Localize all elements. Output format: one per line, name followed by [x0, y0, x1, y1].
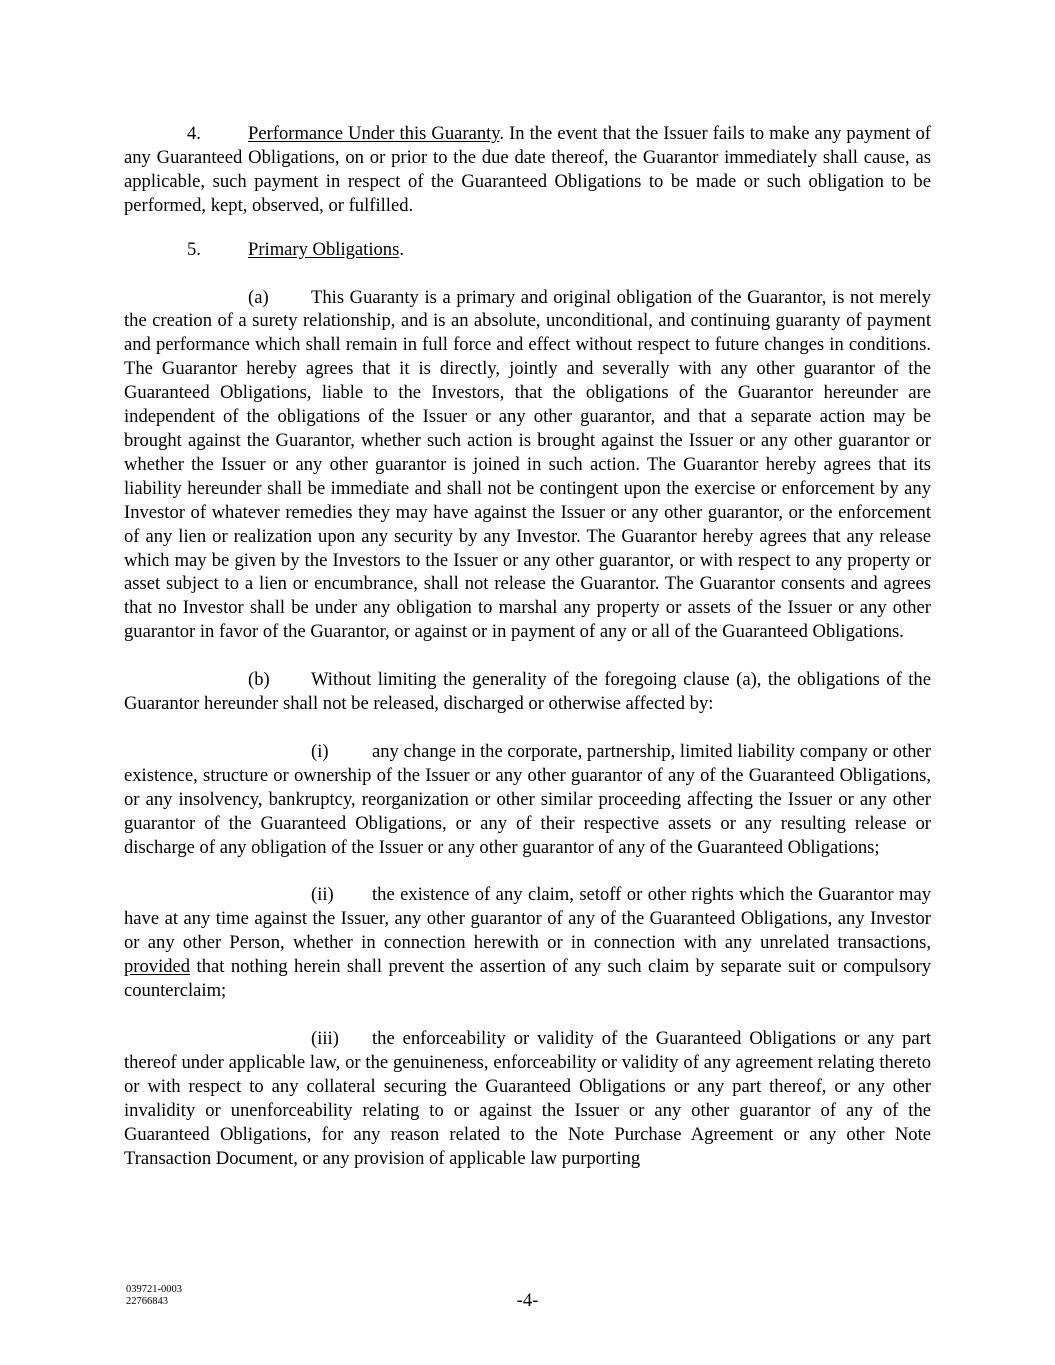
- section-5-heading-suffix: .: [399, 238, 404, 260]
- clause-b-ii-text-before: the existence of any claim, setoff or other rights which the Guarantor may have at any time against the Issuer, any other guarantor of any of the Guaranteed Obligations, any Investor or any other Person, whether in connection herewith or in connection with any unrelated transactions,: [124, 884, 931, 954]
- clause-b-ii-paragraph: [124, 883, 931, 1003]
- clause-a-label: (a): [248, 286, 269, 308]
- clause-a-paragraph: [124, 286, 931, 645]
- clause-b-ii-text-after: that nothing herein shall prevent the assertion of any such claim by separate suit or compulsory counterclaim;: [124, 956, 931, 1002]
- clause-b-iii-text: the enforceability or validity of the Guaranteed Obligations or any part thereof under applicable law, or the genuineness, enforceability or validity of any agreement relating thereto or with respect to any collateral securing the Guaranteed Obligations or any part thereof, or any other invalidity or unenforceability relating to or against the Issuer or any other guarantor of any of the Guaranteed Obligations, for any reason related to the Note Purchase Agreement or any other Note Transaction Document, or any provision of applicable law purporting: [124, 1028, 931, 1169]
- clause-b-i-paragraph: [124, 740, 931, 860]
- section-4-paragraph: [124, 122, 931, 218]
- section-4-heading: Performance Under this Guaranty: [248, 123, 500, 144]
- clause-b-text: Without limiting the generality of the foregoing clause (a), the obligations of the Guarantor hereunder shall not be released, discharged or otherwise affected by:: [124, 669, 931, 715]
- section-4-text: . In the event that the Issuer fails to make any payment of any Guaranteed Obligations, on or prior to the due date thereof, the Guarantor immediately shall cause, as applicable, such payment in respect of the Guaranteed Obligations to be made or such obligation to be performed, kept, observed, or fulfilled.: [124, 123, 931, 216]
- clause-b-label: (b): [248, 669, 270, 691]
- document-body: [124, 122, 931, 1170]
- section-4-number: 4.: [187, 123, 201, 144]
- page-number: -4-: [516, 1290, 539, 1311]
- section-5-heading: Primary Obligations: [248, 238, 400, 260]
- clause-b-paragraph: [124, 668, 931, 716]
- clause-a-text: This Guaranty is a primary and original obligation of the Guarantor, is not merely the creation of a surety relationship, and is an absolute, unconditional, and continuing guaranty of payment and performance which shall remain in full force and effect without respect to future changes in conditions. The Guarantor hereby agrees that it is directly, jointly and severally with any other guarantor of the Guaranteed Obligations, liable to the Investors, that the obligations of the Guarantor hereunder are independent of the obligations of the Issuer or any other guarantor, and that a separate action may be brought against the Guarantor, whether such action is brought against the Issuer or any other guarantor or whether the Issuer or any other guarantor is joined in such action. The Guarantor hereby agrees that its liability hereunder shall be immediate and shall not be contingent upon the exercise or enforcement by any Investor of whatever remedies they may have against the Issuer or any other guarantor, or the enforcement of any lien or realization upon any security by any Investor. The Guarantor hereby agrees that any release which may be given by the Investors to the Issuer or any other guarantor, or with respect to any property or asset subject to a lien or encumbrance, shall not release the Guarantor. The Guarantor consents and agrees that no Investor shall be under any obligation to marshal any property or assets of the Issuer or any other guarantor in favor of the Guarantor, or against or in payment of any or all of the Guaranteed Obligations.: [124, 286, 931, 643]
- clause-b-ii-label: (ii): [311, 884, 334, 906]
- clause-b-i-label: (i): [311, 740, 329, 762]
- footer-doc-number: 22766843: [126, 1296, 168, 1307]
- section-5-number: 5.: [187, 238, 201, 260]
- section-5-heading-line: [124, 238, 931, 262]
- clause-b-iii-paragraph: [124, 1027, 931, 1170]
- clause-b-iii-label: (iii): [311, 1028, 339, 1049]
- clause-b-i-text: any change in the corporate, partnership, limited liability company or other existence, structure or ownership of the Issuer or any other guarantor of any of the Guaranteed Obligations, or any insolvency, bankruptcy, reorganization or other similar proceeding affecting the Issuer or any other guarantor of the Guaranteed Obligations, or any of their respective assets or any resulting release or discharge of any obligation of the Issuer or any other guarantor of any of the Guaranteed Obligations;: [124, 740, 931, 858]
- footer-doc-code: 039721-0003: [126, 1284, 182, 1295]
- clause-b-ii-provided: provided: [124, 956, 191, 978]
